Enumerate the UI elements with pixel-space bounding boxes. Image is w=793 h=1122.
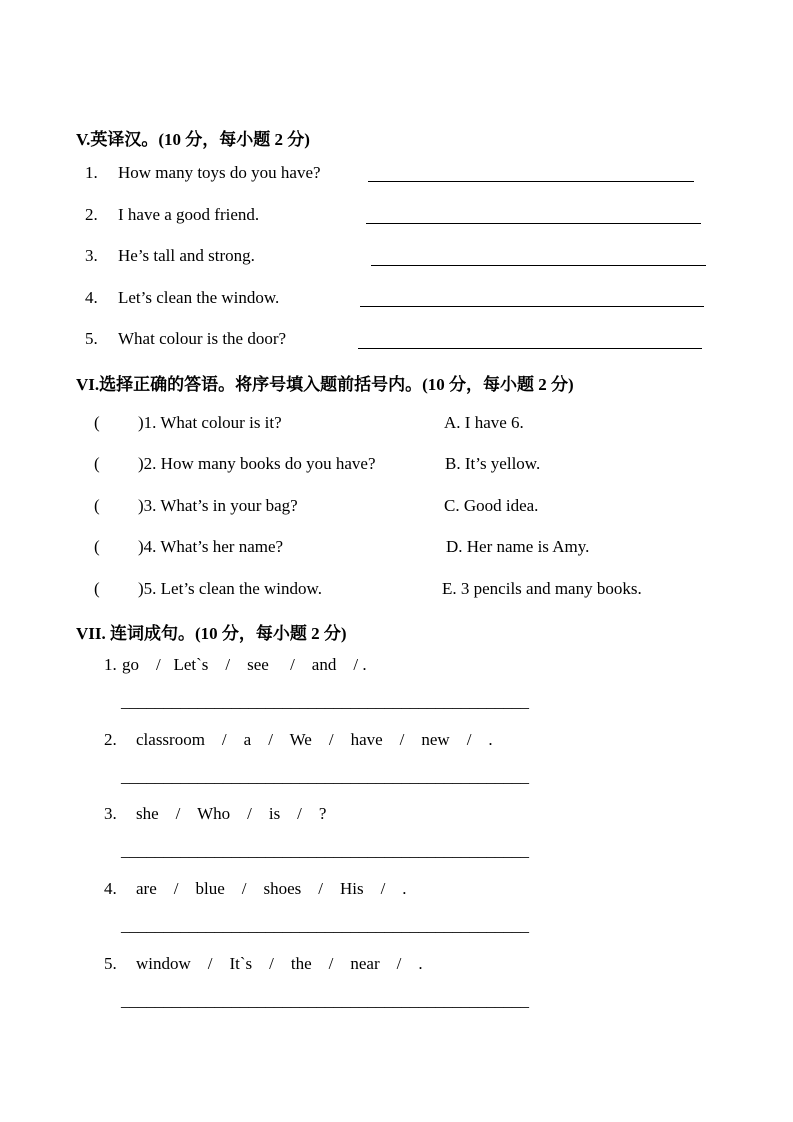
answer-blank[interactable]: ________________________________________________ [121,991,529,1010]
answer-option: D. Her name is Amy. [446,537,590,556]
answer-blank[interactable]: ________________________________________________ [121,841,529,860]
answer-blank[interactable]: ________________________________________________ [121,767,529,786]
answer-option: B. It’s yellow. [445,454,541,473]
item-text: How many toys do you have? [118,163,321,182]
item-number: 4. [104,879,117,898]
answer-blank[interactable]: ________________________________________________ [121,916,529,935]
answer-option: C. Good idea. [444,496,539,515]
item-number: 3. [85,246,98,265]
answer-bracket[interactable]: ( [94,496,100,515]
answer-line[interactable] [360,306,704,307]
answer-line[interactable] [366,223,701,224]
answer-line[interactable] [368,181,694,182]
scrambled-words: go / Let`s / see / and / . [122,655,367,674]
item-number: 5. [104,954,117,973]
question-text: )3. What’s in your bag? [138,496,298,515]
answer-line[interactable] [371,265,706,266]
scrambled-words: are / blue / shoes / His / . [136,879,407,898]
item-text: What colour is the door? [118,329,287,348]
item-number: 1. [85,163,98,182]
answer-option: A. I have 6. [444,413,524,432]
answer-bracket[interactable]: ( [94,454,100,473]
section-vi-title: VI.选择正确的答语。将序号填入题前括号内。(10 分，每小题 2 分) [76,375,574,394]
item-number: 3. [104,804,117,823]
item-text: He’s tall and strong. [118,246,255,265]
item-number: 4. [85,288,98,307]
scrambled-words: classroom / a / We / have / new / . [136,730,493,749]
question-text: )4. What’s her name? [138,537,284,556]
answer-bracket[interactable]: ( [94,413,100,432]
answer-blank[interactable]: ________________________________________________ [121,692,529,711]
question-text: )2. How many books do you have? [138,454,376,473]
section-vii-title: VII. 连词成句。(10 分，每小题 2 分) [76,624,347,643]
item-number: 5. [85,329,98,348]
scrambled-words: window / It`s / the / near / . [136,954,423,973]
section-v-title: V.英译汉。(10 分，每小题 2 分) [76,130,310,149]
answer-line[interactable] [358,348,702,349]
item-number: 1. [104,655,117,674]
item-text: Let’s clean the window. [118,288,280,307]
question-text: )1. What colour is it? [138,413,282,432]
answer-bracket[interactable]: ( [94,579,100,598]
item-number: 2. [85,205,98,224]
answer-option: E. 3 pencils and many books. [442,579,642,598]
item-text: I have a good friend. [118,205,260,224]
question-text: )5. Let’s clean the window. [138,579,322,598]
scrambled-words: she / Who / is / ? [136,804,327,823]
answer-bracket[interactable]: ( [94,537,100,556]
item-number: 2. [104,730,117,749]
